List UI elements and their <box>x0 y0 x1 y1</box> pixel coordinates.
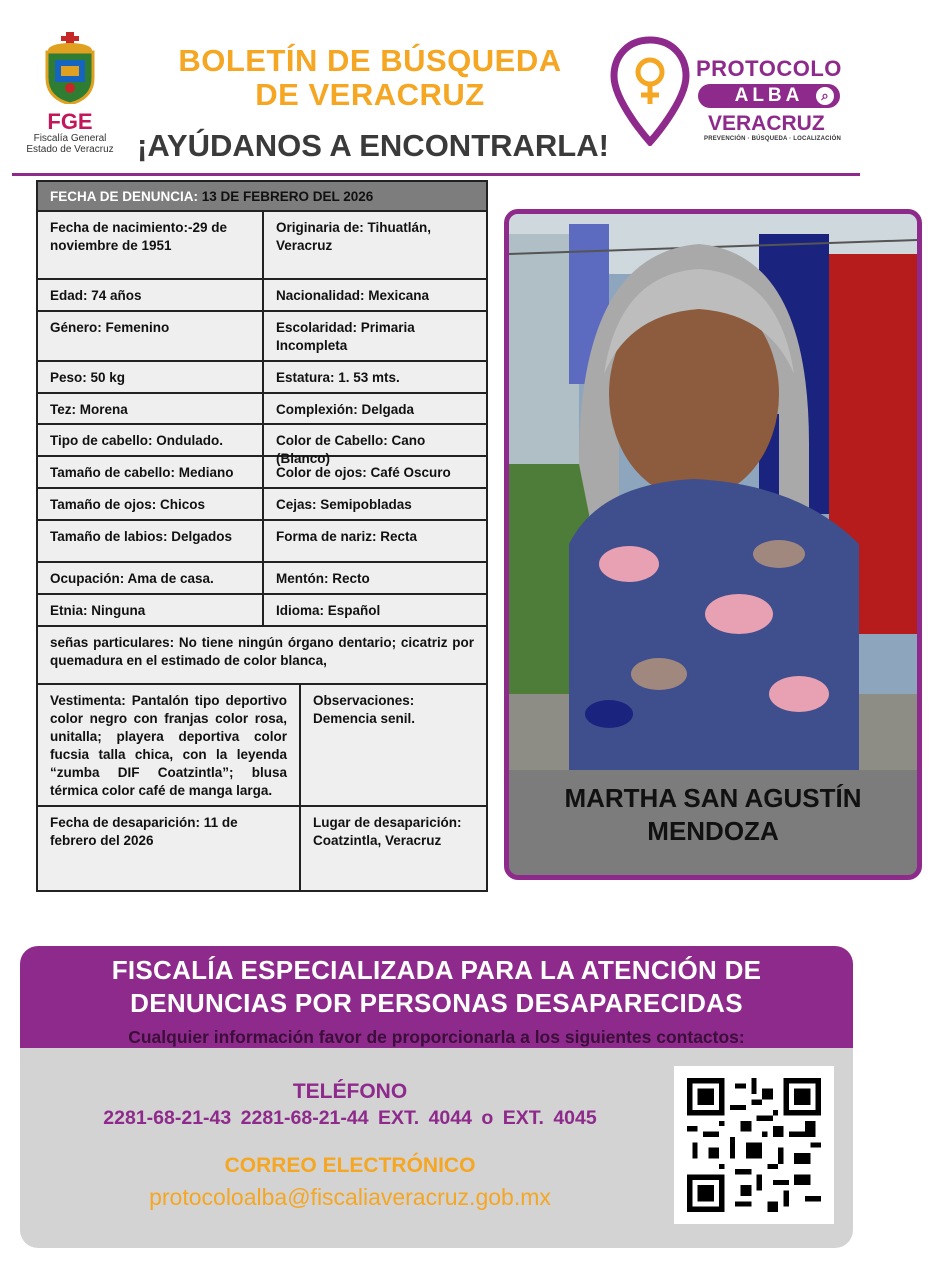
chin-cell: Mentón: Recto <box>276 571 370 586</box>
alba-tagline: PREVENCIÓN · BÚSQUEDA · LOCALIZACIÓN <box>704 136 841 142</box>
report-date-label: FECHA DE DENUNCIA: <box>50 189 202 204</box>
missing-person-name <box>509 782 917 848</box>
email-label: CORREO ELECTRÓNICO <box>224 1154 476 1177</box>
protocolo-alba-logo <box>610 36 850 146</box>
disappearance-place-cell: Lugar de desaparición: Coatzintla, Veracruz <box>313 815 462 848</box>
contact-instruction: Cualquier información favor de proporcionarla a los siguientes contactos: <box>128 1027 745 1047</box>
missing-person-name-line1: MARTHA SAN AGUSTÍN <box>564 783 862 813</box>
report-date-cell <box>38 182 486 210</box>
table-row <box>38 521 486 563</box>
alba-pill <box>698 84 840 108</box>
table-row <box>38 425 486 466</box>
birth-date-cell: Fecha de nacimiento:-29 de noviembre de 1951 <box>38 212 264 278</box>
prosecutor-office-banner <box>20 946 853 1048</box>
language-cell: Idioma: Español <box>276 603 381 618</box>
email-link[interactable]: protocoloalba@fiscaliaveracruz.gob.mx <box>149 1184 551 1210</box>
qr-code-icon <box>687 1078 821 1212</box>
location-pin-female-icon <box>610 36 690 146</box>
eye-size-cell: Tamaño de ojos: Chicos <box>38 489 264 519</box>
build-cell: Complexión: Delgada <box>276 402 415 417</box>
contact-panel <box>20 1048 853 1248</box>
eye-color-cell: Color de ojos: Café Oscuro <box>276 465 451 480</box>
table-row <box>38 563 486 595</box>
alba-protocol-word: PROTOCOLO <box>696 56 842 81</box>
header-divider <box>12 173 860 176</box>
nationality-cell: Nacionalidad: Mexicana <box>276 288 430 303</box>
alba-word: ALBA <box>734 85 804 106</box>
hair-length-cell: Tamaño de cabello: Mediano <box>38 457 264 487</box>
table-row <box>38 489 486 521</box>
bulletin-title-line1: BOLETÍN DE BÚSQUEDA <box>178 43 562 78</box>
prosecutor-office-title-line1: FISCALÍA ESPECIALIZADA PARA LA ATENCIÓN DE <box>111 955 762 985</box>
complexion-tone-cell: Tez: Morena <box>38 394 264 423</box>
lip-size-cell: Tamaño de labios: Delgados <box>38 521 264 561</box>
report-date-row <box>38 182 486 212</box>
table-row <box>38 362 486 394</box>
help-find-her-heading: ¡AYÚDANOS A ENCONTRARLA! <box>137 128 609 163</box>
phone-numbers[interactable]: 2281-68-21-43 2281-68-21-44 EXT. 4044 o EXT. 4045 <box>103 1107 597 1129</box>
schooling-cell: Escolaridad: Primaria Incompleta <box>276 320 415 353</box>
origin-cell: Originaria de: Tihuatlán, Veracruz <box>276 220 432 253</box>
clothing-row <box>38 685 486 807</box>
ethnicity-cell: Etnia: Ninguna <box>38 595 264 625</box>
missing-person-name-line2: MENDOZA <box>647 816 779 846</box>
fge-line2: Estado de Veracruz <box>26 144 114 155</box>
disappearance-row <box>38 807 486 890</box>
table-row <box>38 595 486 627</box>
qr-code[interactable] <box>674 1066 834 1224</box>
nose-shape-cell: Forma de nariz: Recta <box>276 529 418 544</box>
weight-cell: Peso: 50 kg <box>38 362 264 392</box>
bulletin-title-line2: DE VERACRUZ <box>255 77 485 112</box>
prosecutor-office-title-line2: DENUNCIAS POR PERSONAS DESAPARECIDAS <box>130 988 743 1018</box>
table-row <box>38 312 486 362</box>
missing-person-card <box>504 209 922 880</box>
hair-type-cell: Tipo de cabello: Ondulado. <box>38 425 264 455</box>
table-row <box>38 280 486 312</box>
table-row <box>38 212 486 280</box>
fge-logo <box>20 32 120 162</box>
hair-color-cell: Color de Cabello: Cano (Blanco) <box>276 433 426 466</box>
phone-label: TELÉFONO <box>292 1080 408 1103</box>
fge-line1: Fiscalía General <box>33 133 107 144</box>
gender-cell: Género: Femenino <box>38 312 264 360</box>
height-cell: Estatura: 1. 53 mts. <box>276 370 400 385</box>
occupation-cell: Ocupación: Ama de casa. <box>38 563 264 593</box>
fge-abbr: FGE <box>47 109 93 134</box>
prosecutor-office-title <box>20 954 853 1020</box>
observations-cell: Observaciones: Demencia senil. <box>313 693 416 726</box>
clothing-cell: Vestimenta: Pantalón tipo deportivo color negro con franjas color rosa, unitalla; playera deportiva color fucsia talla chica, con la leyenda “zumba DIF Coatzintla”; blusa térmica color café de manga larga. <box>38 685 301 805</box>
particular-signs-row <box>38 627 486 685</box>
bulletin-title <box>150 44 590 112</box>
person-data-table <box>36 180 488 892</box>
disappearance-date-cell: Fecha de desaparición: 11 de febrero del 2026 <box>38 807 301 890</box>
eyebrows-cell: Cejas: Semipobladas <box>276 497 412 512</box>
report-date-value: 13 DE FEBRERO DEL 2026 <box>201 189 374 204</box>
missing-person-photo <box>509 214 917 770</box>
age-cell: Edad: 74 años <box>38 280 264 310</box>
table-row <box>38 394 486 425</box>
particular-signs-cell: señas particulares: No tiene ningún órgano dentario; cicatriz por quemadura en el estimado de color blanca, <box>50 635 474 668</box>
alba-veracruz-word: VERACRUZ <box>708 112 825 135</box>
veracruz-coat-of-arms-icon <box>39 32 101 104</box>
magnifier-icon: ⌕ <box>816 87 834 105</box>
table-row <box>38 457 486 489</box>
